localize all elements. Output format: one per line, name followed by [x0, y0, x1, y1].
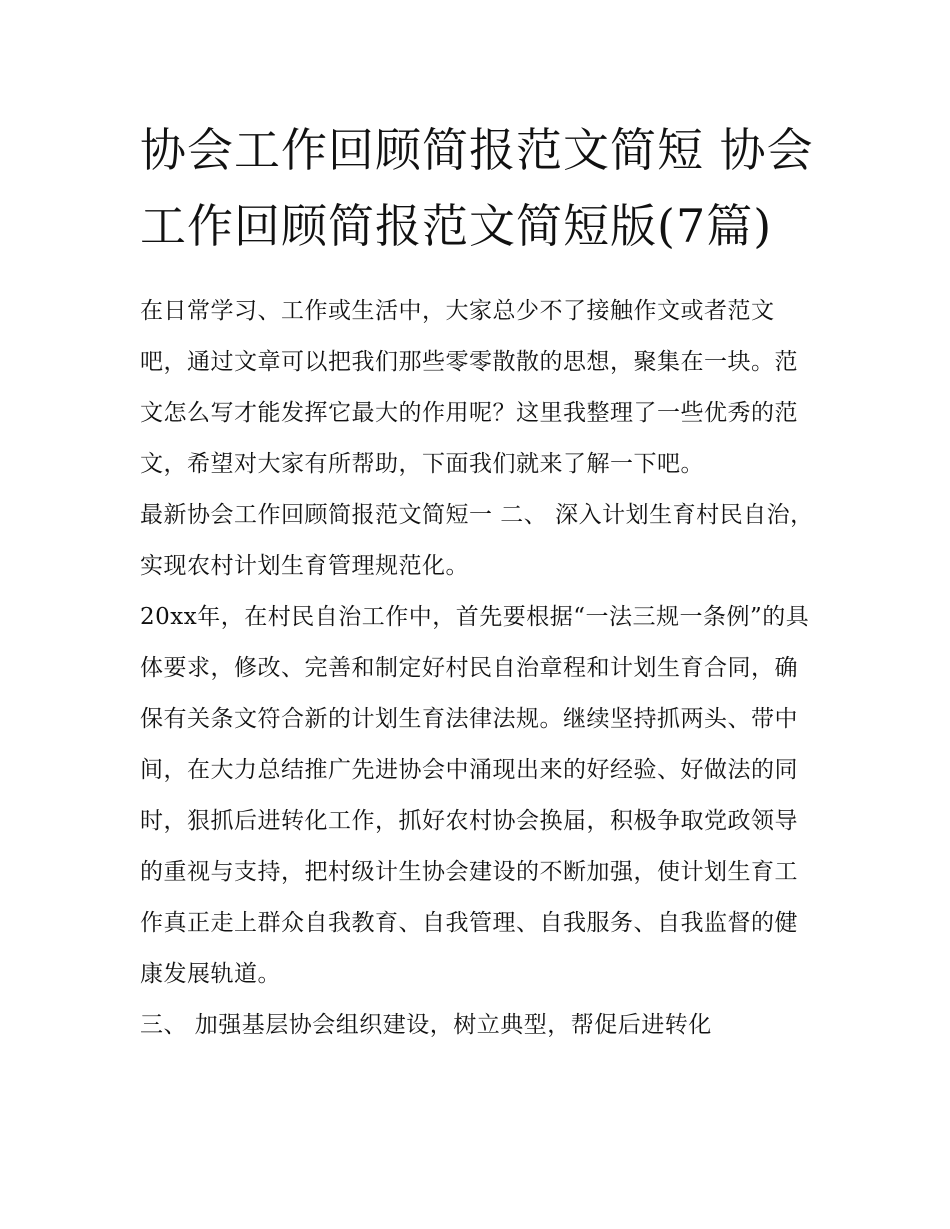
- body-paragraph: 20xx年，在村民自治工作中，首先要根据“一法三规一条例”的具体要求，修改、完善和制定好村民自治章程和计划生育合同，确保有关条文符合新的计划生育法律法规。继续坚持抓两头、带中间，在大力总结推广先进协会中涌现出来的好经验、好做法的同时，狠抓后进转化工作，抓好农村协会换届，积极争取党政领导的重视与支持，把村级计生协会建设的不断加强，使计划生育工作真正走上群众自我教育、自我管理、自我服务、自我监督的健康发展轨道。: [140, 604, 810, 987]
- section-three-heading: 三、 加强基层协会组织建设，树立典型，帮促后进转化: [140, 1012, 712, 1038]
- intro-paragraph: 在日常学习、工作或生活中，大家总少不了接触作文或者范文吧，通过文章可以把我们那些零零散散的思想，聚集在一块。范文怎么写才能发挥它最大的作用呢？这里我整理了一些优秀的范文，希望对大家有所帮助，下面我们就来了解一下吧。: [140, 298, 798, 477]
- section-heading-paragraph: 最新协会工作回顾简报范文简短一 二、 深入计划生育村民自治，实现农村计划生育管理规范化。: [140, 502, 814, 579]
- document-page: [140, 112, 820, 1051]
- document-title: 协会工作回顾简报范文简短 协会工作回顾简报范文简短版(7篇): [140, 123, 814, 253]
